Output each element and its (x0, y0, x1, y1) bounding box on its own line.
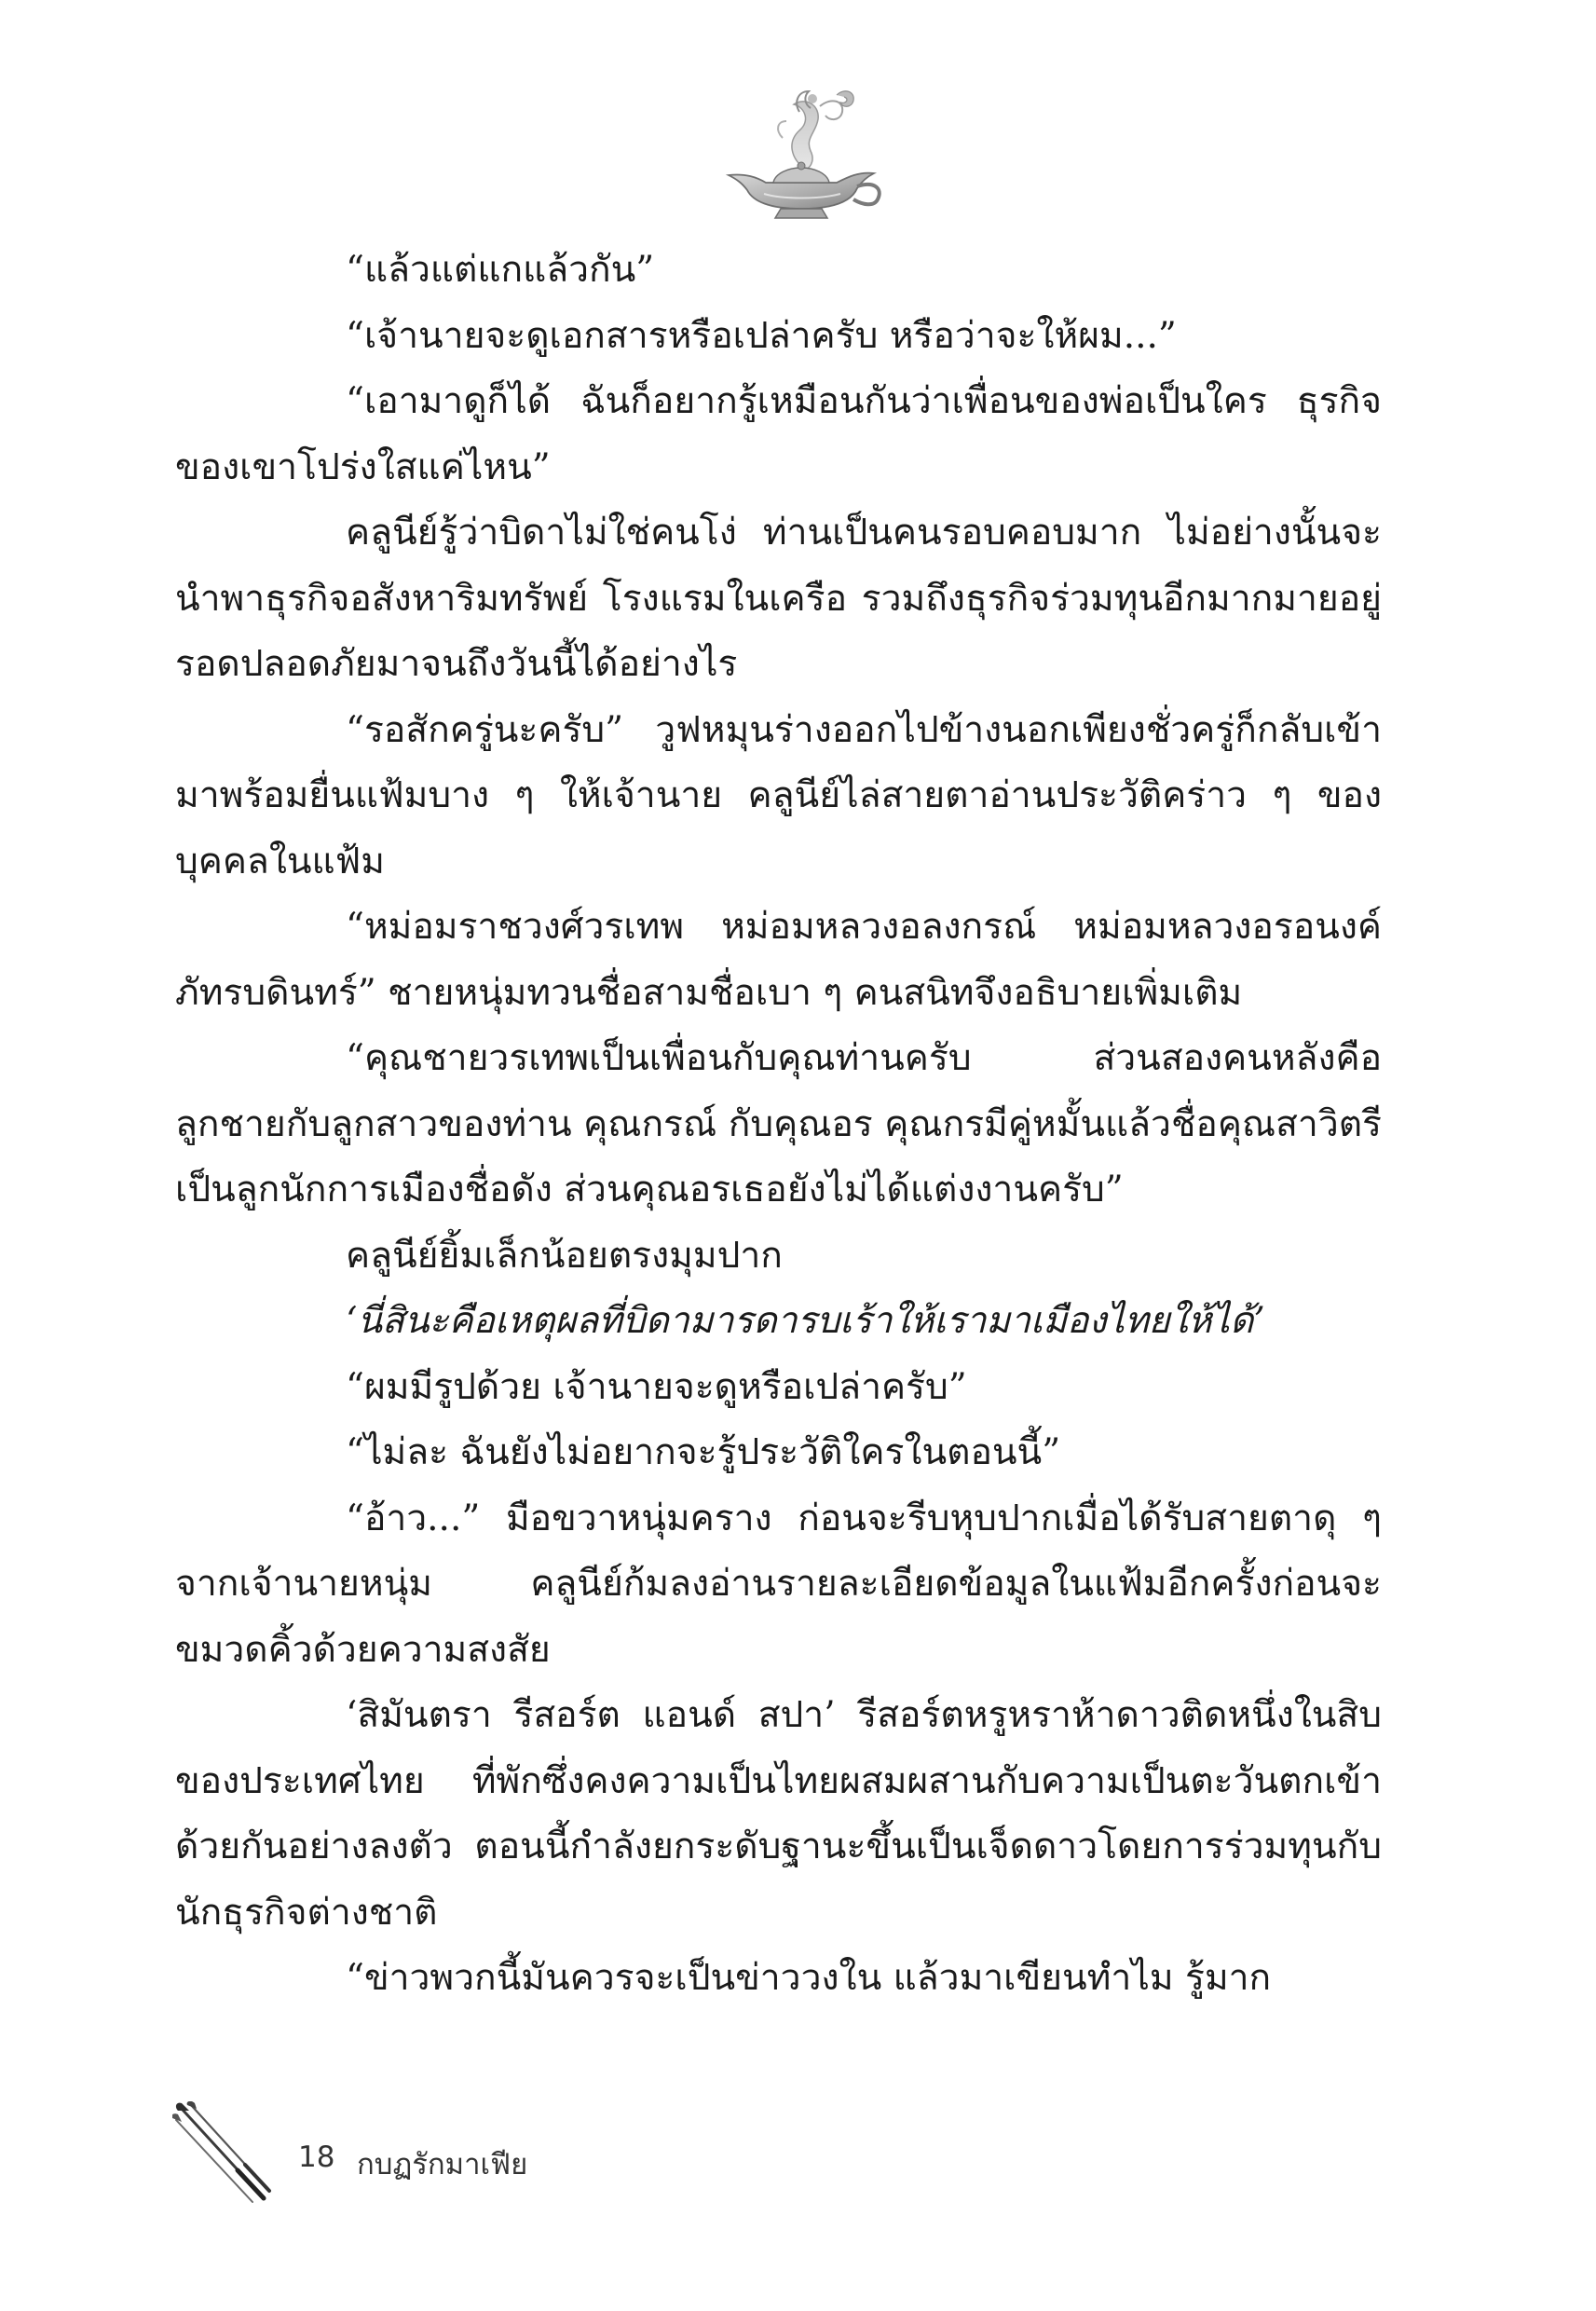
paragraph: “รอสักครู่นะครับ” วูฟหมุนร่างออกไปข้างนอกเพียงชั่วครู่ก็กลับเข้ามาพร้อมยื่นแฟ้มบาง ๆ ให้เจ้านาย คลูนีย์ไล่สายตาอ่านประวัติคร่าว ๆ ของบุคคลในแฟ้ม (175, 708, 1382, 882)
paragraph: “ไม่ละ ฉันยังไม่อยากจะรู้ประวัติใครในตอนนี้” (346, 1431, 1061, 1473)
paragraph: “เอามาดูก็ได้ ฉันก็อยากรู้เหมือนกันว่าเพื่อนของพ่อเป็นใคร ธุรกิจของเขาโปร่งใสแค่ไหน” (175, 380, 1382, 488)
paragraph: “อ้าว...” มือขวาหนุ่มคราง ก่อนจะรีบหุบปากเมื่อได้รับสายตาดุ ๆ จากเจ้านายหนุ่ม คลูนีย์ก้มลงอ่านรายละเอียดข้อมูลในแฟ้มอีกครั้งก่อนจะขมวดคิ้วด้วยความสงสัย (175, 1497, 1382, 1671)
inner-thought-paragraph: ‘นี่สินะคือเหตุผลที่บิดามารดารบเร้าให้เรามาเมืองไทยให้ได้’ (346, 1300, 1265, 1342)
paragraph: “คุณชายวรเทพเป็นเพื่อนกับคุณท่านครับ ส่วนสองคนหลังคือลูกชายกับลูกสาวของท่าน คุณกรณ์ กับคุณอร คุณกรมีคู่หมั้นแล้วชื่อคุณสาวิตรี เป็นลูกนักการเมืองชื่อดัง ส่วนคุณอรเธอยังไม่ได้แต่งงานครับ” (175, 1037, 1382, 1210)
paragraph: คลูนีย์รู้ว่าบิดาไม่ใช่คนโง่ ท่านเป็นคนรอบคอบมาก ไม่อย่างนั้นจะนำพาธุรกิจอสังหาริมทรัพย์ โรงแรมในเครือ รวมถึงธุรกิจร่วมทุนอีกมากมายอยู่รอดปลอดภัยมาจนถึงวันนี้ได้อย่างไร (175, 512, 1382, 685)
paragraph: “ผมมีรูปด้วย เจ้านายจะดูหรือเปล่าครับ” (346, 1365, 967, 1408)
genie-lamp-icon (708, 84, 890, 224)
paintbrush-icon (172, 2101, 280, 2208)
paragraph: “เจ้านายจะดูเอกสารหรือเปล่าครับ หรือว่าจะให้ผม...” (346, 314, 1177, 357)
page-number: 18 (298, 2140, 335, 2174)
chapter-text (175, 238, 1382, 2012)
book-title: กบฏรักมาเฟีย (357, 2148, 528, 2181)
paragraph: “หม่อมราชวงศ์วรเทพ หม่อมหลวงอลงกรณ์ หม่อมหลวงอรอนงค์ ภัทรบดินทร์” ชายหนุ่มทวนชื่อสามชื่อเบา ๆ คนสนิทจึงอธิบายเพิ่มเติม (175, 906, 1382, 1014)
paragraph: “ข่าวพวกนี้มันควรจะเป็นข่าววงใน แล้วมาเขียนทำไม รู้มาก (346, 1957, 1272, 1999)
paragraph: คลูนีย์ยิ้มเล็กน้อยตรงมุมปาก (346, 1234, 783, 1277)
paragraph: ‘สิมันตรา รีสอร์ต แอนด์ สปา’ รีสอร์ตหรูหราห้าดาวติดหนึ่งในสิบของประเทศไทย ที่พักซึ่งคงความเป็นไทยผสมผสานกับความเป็นตะวันตกเข้าด้วยกันอย่างลงตัว ตอนนี้กำลังยกระดับฐานะขึ้นเป็นเจ็ดดาวโดยการร่วมทุนกับนักธุรกิจต่างชาติ (175, 1694, 1382, 1934)
paragraph: “แล้วแต่แกแล้วกัน” (346, 249, 655, 291)
page-footer (172, 2101, 731, 2213)
